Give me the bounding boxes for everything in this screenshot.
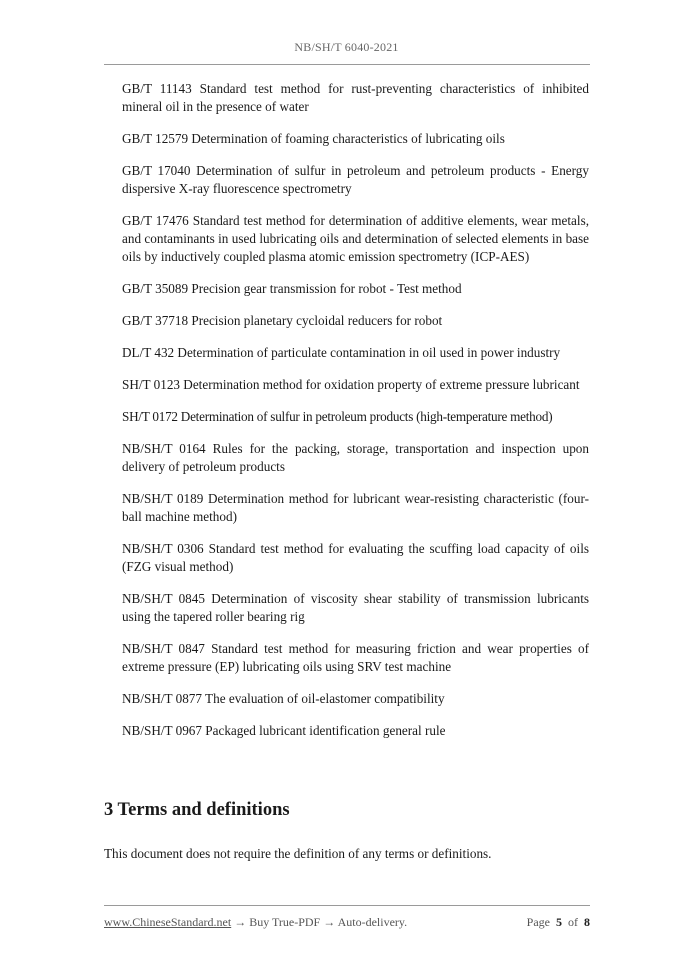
auto-delivery-text: Auto-delivery. [337,915,408,929]
reference-item: GB/T 35089 Precision gear transmission for robot - Test method [122,281,462,296]
footer-links [104,915,407,930]
reference-item: SH/T 0172 Determination of sulfur in petroleum products (high-temperature method) [122,409,553,424]
page-label: Page [526,915,550,929]
section-paragraph: This document does not require the definition of any terms or definitions. [104,846,492,861]
reference-item: DL/T 432 Determination of particulate contamination in oil used in power industry [122,345,561,360]
page-header [0,40,693,55]
current-page: 5 [556,915,562,929]
normative-references-list [122,80,589,754]
reference-item: NB/SH/T 0847 Standard test method for measuring friction and wear properties of extreme pressure (EP) lubricating oils using SRV test machine [122,641,589,674]
reference-item: NB/SH/T 0164 Rules for the packing, storage, transportation and inspection upon delivery of petroleum products [122,441,589,474]
header-divider [104,64,590,65]
total-pages: 8 [584,915,590,929]
section-heading: 3 Terms and definitions [104,800,290,820]
reference-item: NB/SH/T 0189 Determination method for lubricant wear-resisting characteristic (four-ball machine method) [122,491,589,524]
footer-divider [104,905,590,906]
reference-item: SH/T 0123 Determination method for oxidation property of extreme pressure lubricant [122,377,580,392]
reference-item: NB/SH/T 0306 Standard test method for evaluating the scuffing load capacity of oils (FZG visual method) [122,541,589,574]
arrow-right-icon: → [323,915,336,929]
reference-item: GB/T 11143 Standard test method for rust-preventing characteristics of inhibited mineral oil in the presence of water [122,81,589,114]
site-link[interactable]: www.ChineseStandard.net [104,915,232,929]
buy-true-pdf-link[interactable]: Buy True-PDF [249,915,321,929]
reference-item: GB/T 17476 Standard test method for determination of additive elements, wear metals, and contaminants in used lubricating oils and determination of selected elements in base oils by inductively coupled plasma atomic emission spectrometry (ICP-AES) [122,213,589,264]
page-number [527,915,590,930]
arrow-right-icon: → [234,915,247,929]
document-code: NB/SH/T 6040-2021 [294,40,399,54]
reference-item: NB/SH/T 0877 The evaluation of oil-elastomer compatibility [122,691,445,706]
reference-item: NB/SH/T 0845 Determination of viscosity shear stability of transmission lubricants using the tapered roller bearing rig [122,591,589,624]
of-label: of [568,915,578,929]
reference-item: NB/SH/T 0967 Packaged lubricant identification general rule [122,723,446,738]
reference-item: GB/T 17040 Determination of sulfur in petroleum and petroleum products - Energy dispersive X-ray fluorescence spectrometry [122,163,589,196]
reference-item: GB/T 37718 Precision planetary cycloidal reducers for robot [122,313,443,328]
reference-item: GB/T 12579 Determination of foaming characteristics of lubricating oils [122,131,505,146]
